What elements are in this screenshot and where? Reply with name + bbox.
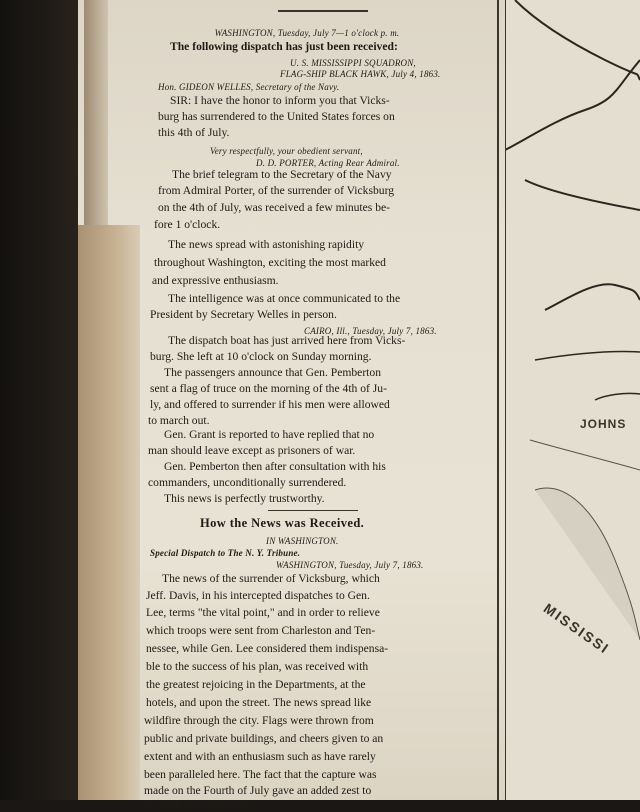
article-line: the general satisfaction. [144,798,254,811]
article-line: WASHINGTON, Tuesday, July 7, 1863. [276,560,424,570]
article-line: commanders, unconditionally surrendered. [148,476,347,489]
dark-background [0,0,82,800]
article-line: to march out. [148,414,210,427]
article-column [118,0,496,811]
article-line: extent and with an enthusiasm such as have rarely [144,750,376,763]
article-line: Hon. GIDEON WELLES, Secretary of the Navy. [158,82,340,92]
article-line: Special Dispatch to The N. Y. Tribune. [150,548,301,558]
page-edge-top [84,0,108,230]
article-line: The news of the surrender of Vicksburg, which [162,572,380,585]
article-line: Jeff. Davis, in his intercepted dispatches to Gen. [146,589,370,602]
article-line: The intelligence was at once communicated to the [168,292,401,305]
column-rule [497,0,499,800]
article-line: Lee, terms "the vital point," and in order to relieve [146,606,380,619]
map-label-mississippi: MISSISSI [540,600,613,658]
article-line: fore 1 o'clock. [154,218,221,231]
article-line: Very respectfully, your obedient servant, [210,146,363,156]
article-line: and expressive enthusiasm. [152,274,279,287]
article-line: The brief telegram to the Secretary of the Navy [172,168,392,181]
map-panel [505,0,640,800]
article-line: man should leave except as prisoners of war. [148,444,356,457]
article-line: wildfire through the city. Flags were thrown from [144,714,374,727]
article-line: The passengers announce that Gen. Pemberton [164,366,381,379]
dateline: WASHINGTON, Tuesday, July 7—1 o'clock p. m. [214,28,400,38]
article-line: been paralleled here. The fact that the capture was [144,768,377,781]
article-line: D. D. PORTER, Acting Rear Admiral. [256,158,400,168]
article-line: CAIRO, Ill., Tuesday, July 7, 1863. [304,326,437,336]
article-line: hotels, and upon the street. The news spread like [146,696,372,709]
section-title: How the News was Received. [200,516,365,530]
article-line: The following dispatch has just been received: [170,40,398,53]
article-line: this 4th of July. [158,126,230,139]
article-line: on the 4th of July, was received a few minutes be- [158,201,391,214]
article-line: FLAG-SHIP BLACK HAWK, July 4, 1863. [280,69,441,79]
article-line: This news is perfectly trustworthy. [164,492,325,505]
article-line: SIR: I have the honor to inform you that Vicks- [170,94,390,107]
article-line: throughout Washington, exciting the most marked [154,256,386,269]
article-line: ble to the success of his plan, was received with [146,660,369,673]
section-rule [268,510,358,511]
article-line: which troops were sent from Charleston and Ten- [146,624,376,637]
article-line: burg. She left at 10 o'clock on Sunday morning. [150,350,372,363]
article-line: from Admiral Porter, of the surrender of Vicksburg [158,184,395,197]
article-line: Gen. Pemberton then after consultation with his [164,460,386,473]
article-line: The dispatch boat has just arrived here from Vicks- [168,334,406,347]
article-line: President by Secretary Welles in person. [150,308,337,321]
top-rule [278,10,368,12]
article-line: U. S. MISSISSIPPI SQUADRON, [290,58,416,68]
article-line: made on the Fourth of July gave an added zest to [144,784,372,797]
article-line: burg has surrendered to the United States forces on [158,110,395,123]
map-label-johnson: JOHNS [580,417,627,431]
article-line: sent a flag of truce on the morning of the 4th of Ju- [150,382,387,395]
map-lines [505,0,640,800]
article-line: The news spread with astonishing rapidity [168,238,365,251]
article-line: nessee, while Gen. Lee considered them indispensa- [146,642,389,655]
article-line: IN WASHINGTON. [266,536,339,546]
article-line: the greatest rejoicing in the Departments, at the [146,678,366,691]
article-line: public and private buildings, and cheers given to an [144,732,384,745]
article-line: Gen. Grant is reported to have replied that no [164,428,375,441]
article-line: ly, and offered to surrender if his men were allowed [150,398,390,411]
